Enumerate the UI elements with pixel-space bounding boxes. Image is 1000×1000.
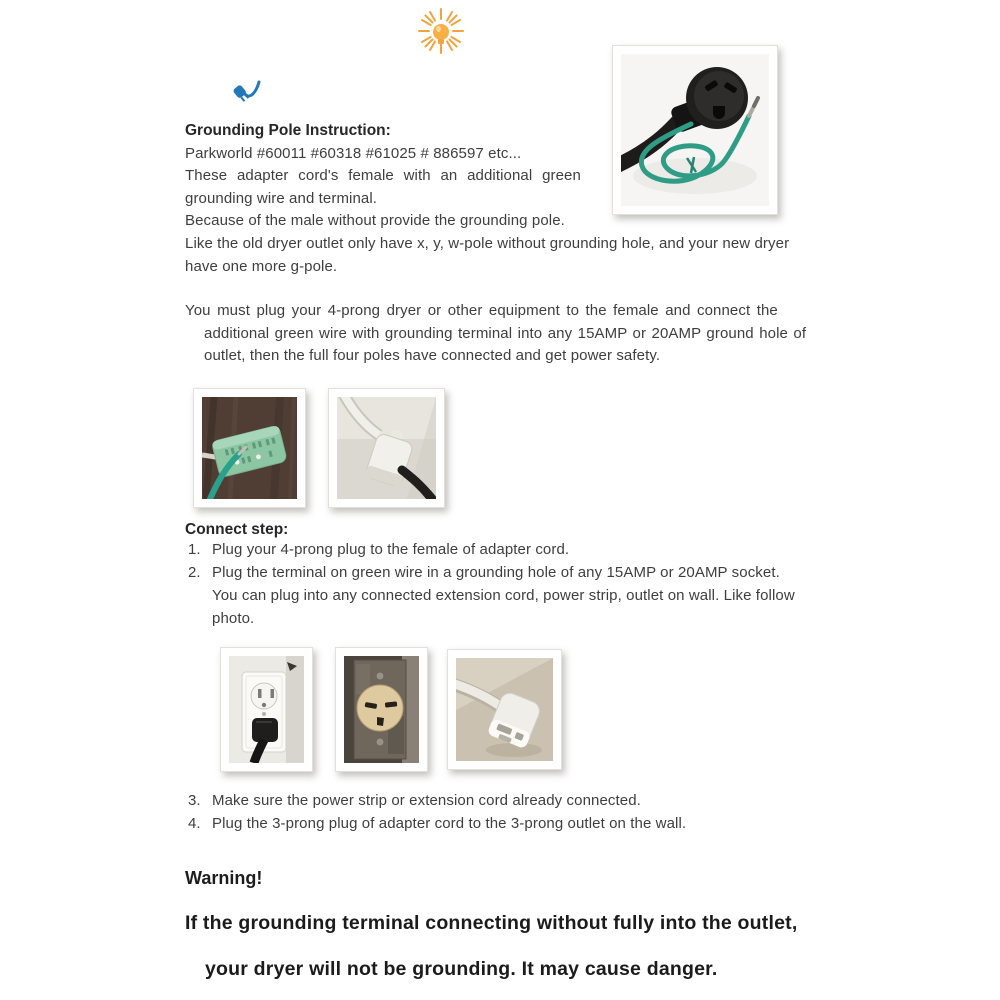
power-strip-illustration — [202, 397, 297, 499]
usage-line: outlet, then the full four poles have connected and get power safety. — [204, 347, 661, 365]
instruction-line: have one more g-pole. — [185, 257, 338, 275]
photo-extension-cord-terminal — [328, 388, 445, 508]
warning-line: your dryer will not be grounding. It may cause danger. — [205, 958, 718, 980]
step-text: Plug your 4-prong plug to the female of adapter cord. — [212, 541, 570, 558]
step-number: 4. — [188, 815, 201, 832]
step-text: Plug the terminal on green wire in a grounding hole of any 15AMP or 20AMP socket. — [212, 564, 780, 581]
usage-line: You must plug your 4-prong dryer or other equipment to the female and connect the — [185, 302, 778, 319]
photo-wall-outlet — [220, 647, 313, 772]
step-number: 2. — [188, 564, 201, 581]
instruction-block — [185, 120, 789, 278]
step-text-continuation: You can plug into any connected extension cord, power strip, outlet on wall. Like follow — [212, 587, 795, 604]
usage-line: additional green wire with grounding terminal into any 15AMP or 20AMP ground hole of — [204, 324, 807, 342]
cord-female-end-illustration — [456, 658, 553, 761]
step-number: 3. — [188, 792, 201, 809]
connect-heading: Connect step: — [185, 521, 289, 538]
instruction-line: grounding wire and terminal. — [185, 189, 378, 207]
photo-power-strip — [193, 388, 306, 508]
step-text: Plug the 3-prong plug of adapter cord to the 3-prong outlet on the wall. — [212, 815, 687, 832]
wall-outlet-illustration — [229, 656, 304, 763]
step-text-continuation: photo. — [212, 610, 255, 627]
warning-heading: Warning! — [185, 868, 263, 888]
step-number: 1. — [188, 541, 201, 558]
plug-icon — [232, 84, 250, 103]
instruction-heading: Grounding Pole Instruction: — [185, 122, 391, 139]
usage-paragraph — [185, 300, 806, 368]
instruction-line: Like the old dryer outlet only have x, y, w-pole without grounding hole, and your new dryer — [185, 234, 790, 252]
dryer-outlet-illustration — [344, 656, 419, 763]
instruction-line: Parkworld #60011 #60318 #61025 # 886597 etc... — [185, 144, 522, 162]
instruction-line: These adapter cord's female with an additional green — [185, 167, 581, 185]
step-text: Make sure the power strip or extension cord already connected. — [212, 792, 641, 809]
photo-cord-female-end — [447, 649, 562, 770]
extension-cord-illustration — [337, 397, 436, 499]
photo-old-dryer-outlet — [335, 647, 428, 772]
brand-logo — [225, 4, 480, 106]
instruction-line: Because of the male without provide the grounding pole. — [185, 212, 565, 230]
warning-line: If the grounding terminal connecting without fully into the outlet, — [185, 912, 798, 934]
